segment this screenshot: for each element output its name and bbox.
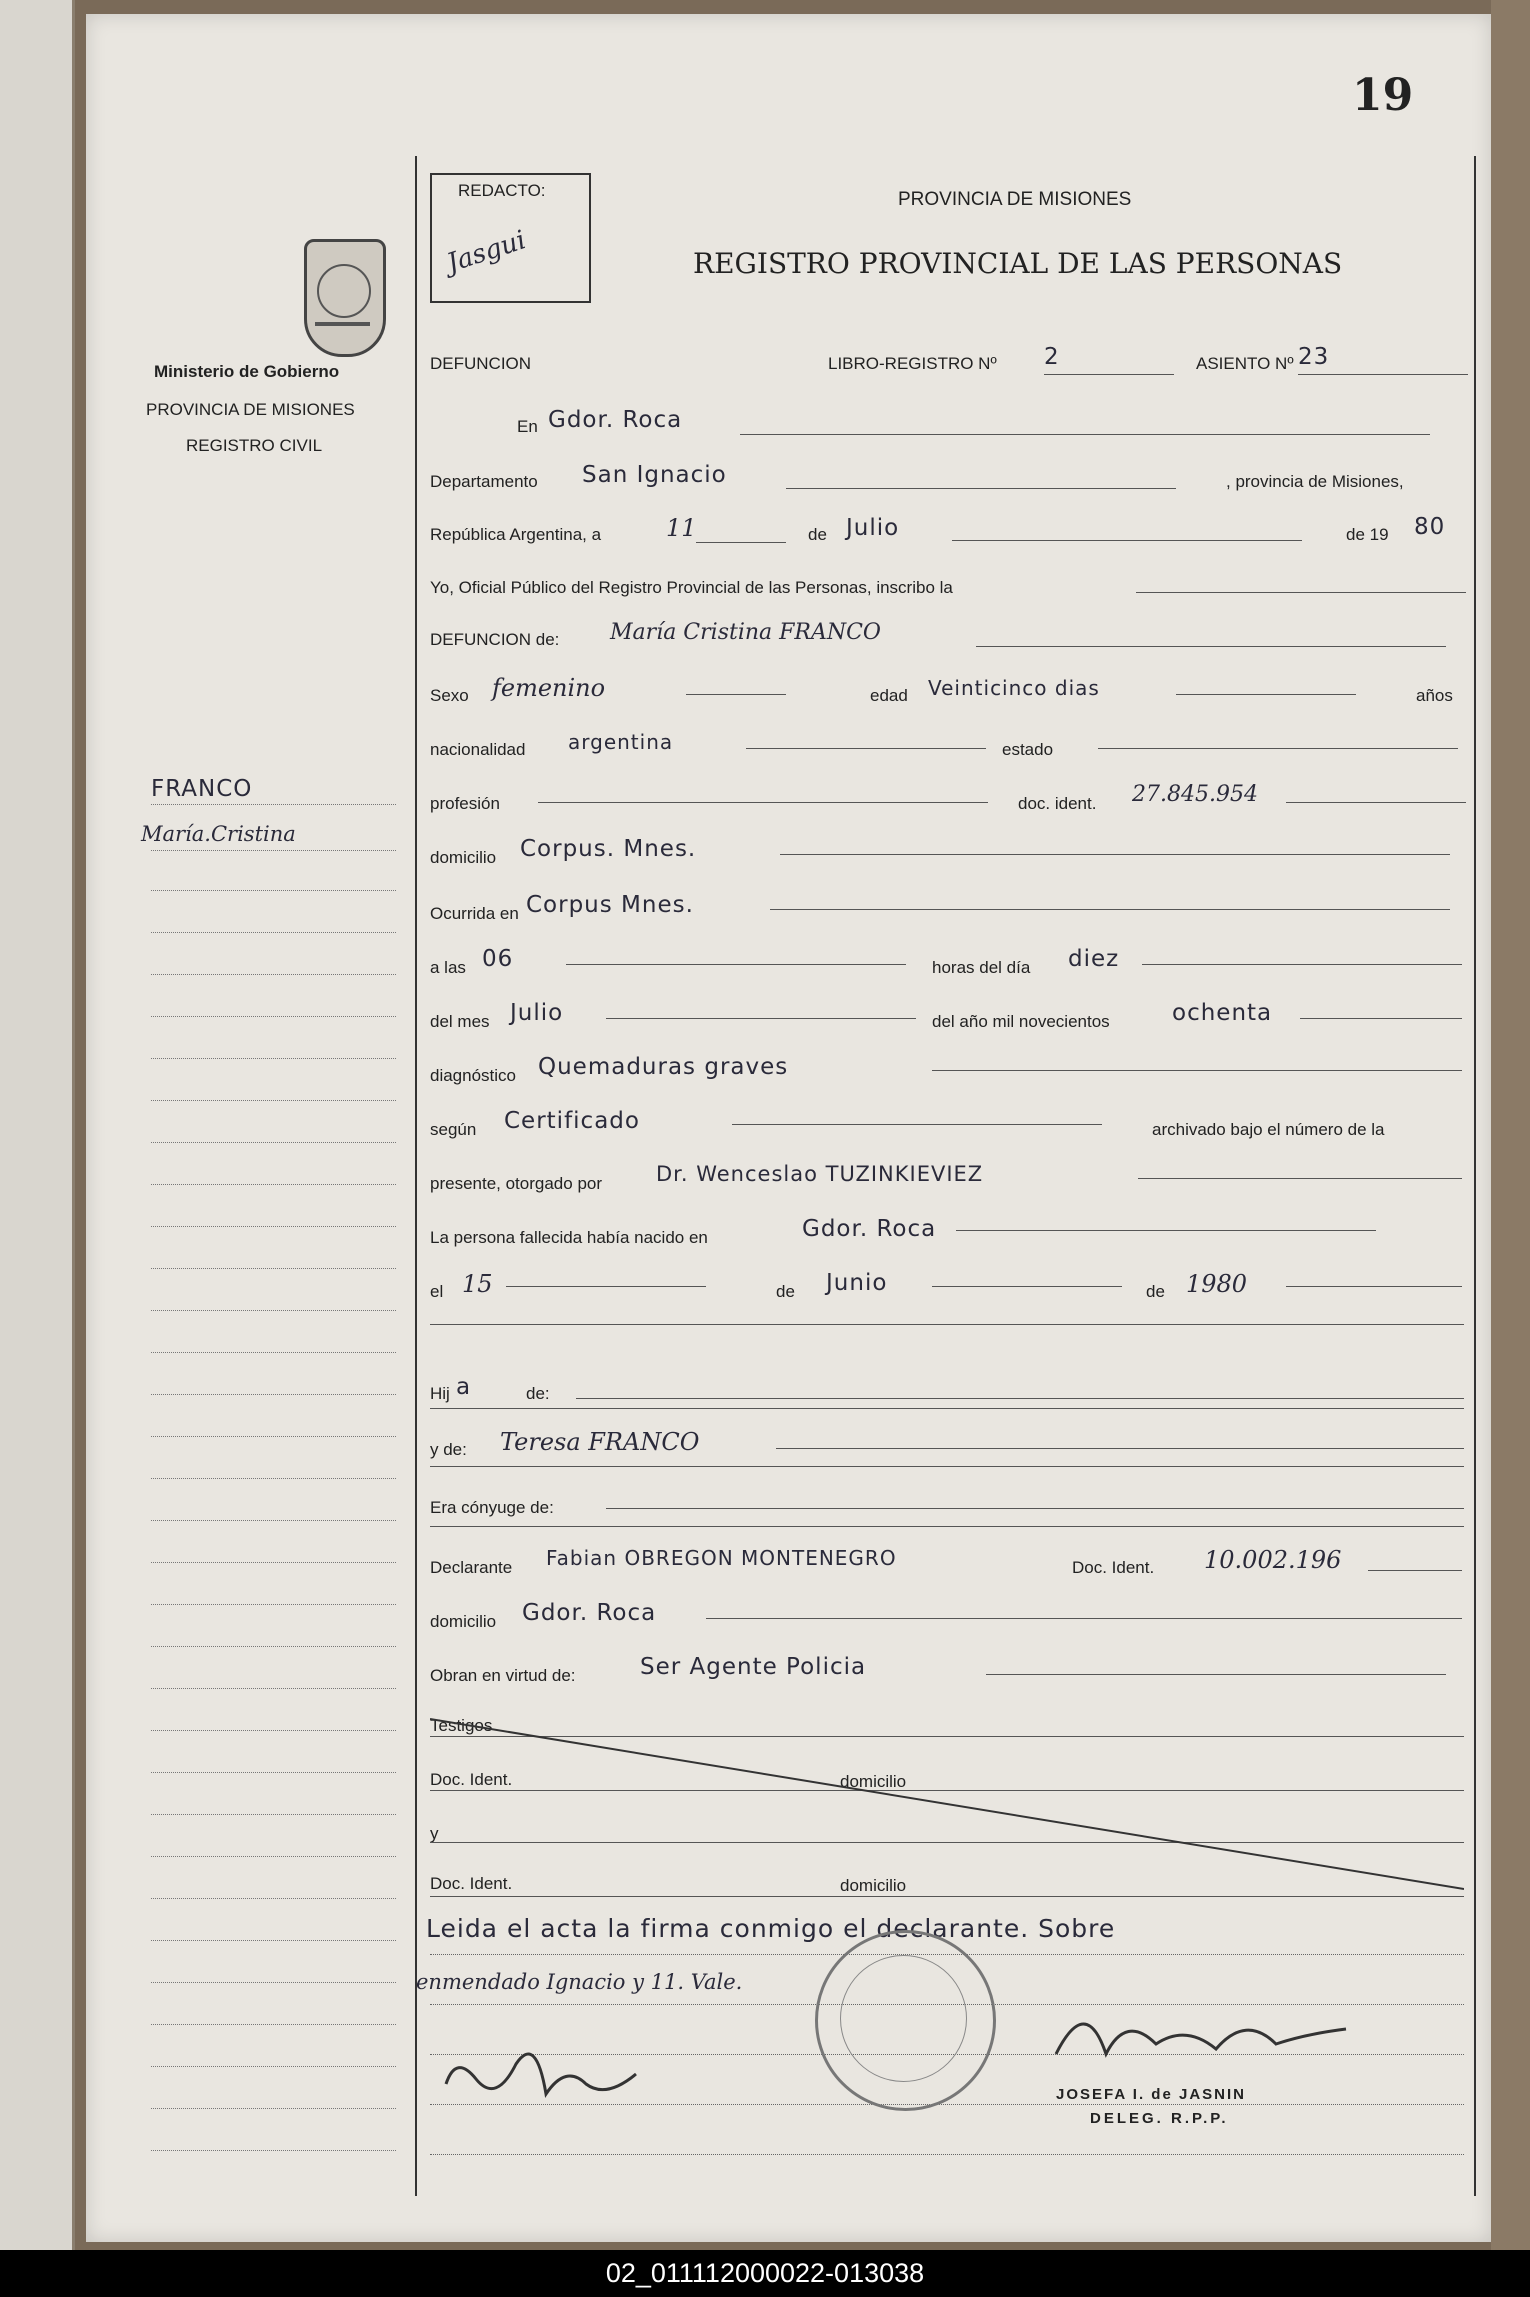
value-obran: Ser Agente Policia: [640, 1654, 867, 1680]
label-presente: presente, otorgado por: [430, 1174, 603, 1193]
label-hijo-de: de:: [526, 1384, 550, 1403]
coat-of-arms-seal: [304, 239, 386, 357]
declarante-signature: [436, 2024, 666, 2114]
label-yo: Yo, Oficial Público del Registro Provincial de las Personas, inscribo la: [430, 578, 953, 597]
label-domicilio-4: domicilio: [840, 1876, 907, 1895]
value-madre: Teresa FRANCO: [500, 1428, 700, 1456]
label-testigos: Testigos: [430, 1716, 493, 1735]
value-hijo-suffix: a: [456, 1374, 472, 1400]
label-hijo: Hij: [430, 1384, 450, 1403]
redacto-box: [430, 173, 591, 303]
value-mes2: Julio: [510, 1000, 564, 1026]
left-page-edge: [0, 0, 75, 2250]
label-archivado: archivado bajo el número de la: [1152, 1120, 1385, 1139]
value-segun: Certificado: [504, 1108, 640, 1134]
province-title: PROVINCIA DE MISIONES: [898, 189, 1132, 210]
label-y: y: [430, 1824, 439, 1843]
value-sexo: femenino: [492, 674, 606, 702]
value-declarante-doc: 10.002.196: [1204, 1546, 1342, 1574]
label-del-ano: del año mil novecientos: [932, 1012, 1110, 1031]
label-departamento: Departamento: [430, 472, 538, 491]
value-mes: Julio: [846, 515, 900, 541]
value-departamento: San Ignacio: [582, 462, 727, 488]
book-right-edge: [1491, 0, 1530, 2250]
value-dia: 11: [666, 514, 697, 542]
label-obran: Obran en virtud de:: [430, 1666, 576, 1685]
official-title: DELEG. R.P.P.: [1090, 2110, 1229, 2127]
label-libro: LIBRO-REGISTRO Nº: [828, 354, 997, 373]
value-libro: 2: [1044, 344, 1060, 370]
value-declarante: Fabian OBREGON MONTENEGRO: [546, 1546, 897, 1570]
label-domicilio: domicilio: [430, 848, 497, 867]
value-edad: Veinticinco dias: [928, 676, 1100, 700]
province-label: PROVINCIA DE MISIONES: [146, 400, 355, 419]
label-de-2: de: [776, 1282, 795, 1301]
label-asiento: ASIENTO Nº: [1196, 354, 1294, 373]
value-ano-texto: ochenta: [1172, 1000, 1273, 1026]
label-de-19: de 19: [1346, 525, 1389, 544]
image-footer-code: 02_011112000022-013038: [0, 2250, 1530, 2297]
value-nac-ano: 1980: [1186, 1270, 1248, 1298]
label-diagnostico: diagnóstico: [430, 1066, 517, 1085]
value-domicilio: Corpus. Mnes.: [520, 836, 697, 862]
value-asiento: 23: [1298, 344, 1330, 370]
value-nacido-en: Gdor. Roca: [802, 1216, 937, 1242]
value-nac-dia: 15: [462, 1270, 493, 1298]
label-anos: años: [1416, 686, 1453, 705]
label-defuncion: DEFUNCION: [430, 354, 532, 373]
label-segun: según: [430, 1120, 477, 1139]
official-stamp-inner: [840, 1955, 967, 2082]
label-del-mes: del mes: [430, 1012, 490, 1031]
official-name: JOSEFA I. de JASNIN: [1056, 2086, 1246, 2103]
label-y-de: y de:: [430, 1440, 467, 1459]
registry-title: REGISTRO PROVINCIAL DE LAS PERSONAS: [693, 247, 1343, 280]
label-ocurrida: Ocurrida en: [430, 904, 519, 923]
margin-given-name: María.Cristina: [141, 822, 296, 846]
page-number: 19: [1352, 70, 1414, 121]
note-line-2: enmendado Ignacio y 11. Vale.: [416, 1970, 743, 1994]
value-diagnostico: Quemaduras graves: [538, 1054, 789, 1080]
label-doc-ident-3: Doc. Ident.: [430, 1770, 513, 1789]
label-de: de: [808, 525, 827, 544]
value-nombre: María Cristina FRANCO: [610, 620, 881, 645]
record-page: [86, 14, 1491, 2242]
label-conyuge: Era cónyuge de:: [430, 1498, 554, 1517]
redacto-signature: Jasgui: [443, 225, 530, 279]
note-line-1: Leida el acta la firma conmigo el declarante. Sobre: [426, 1914, 1116, 1943]
label-el: el: [430, 1282, 444, 1301]
label-declarante: Declarante: [430, 1558, 513, 1577]
label-domicilio-2: domicilio: [430, 1612, 497, 1631]
label-doc-ident: doc. ident.: [1018, 794, 1097, 813]
value-hora: 06: [482, 946, 514, 972]
label-a-las: a las: [430, 958, 466, 977]
value-ano: 80: [1414, 514, 1446, 540]
right-border-line: [1474, 156, 1476, 2196]
label-en: En: [517, 417, 538, 436]
value-lugar: Gdor. Roca: [548, 407, 683, 433]
label-sexo: Sexo: [430, 686, 469, 705]
ministry-label: Ministerio de Gobierno: [154, 362, 340, 381]
value-declarante-domicilio: Gdor. Roca: [522, 1600, 657, 1626]
label-profesion: profesión: [430, 794, 500, 813]
label-provincia: , provincia de Misiones,: [1226, 472, 1404, 491]
label-estado: estado: [1002, 740, 1054, 759]
label-edad: edad: [870, 686, 908, 705]
office-label: REGISTRO CIVIL: [186, 436, 323, 455]
label-domicilio-3: domicilio: [840, 1772, 907, 1791]
left-border-line: [415, 156, 417, 2196]
margin-surname: FRANCO: [151, 776, 253, 802]
value-medico: Dr. Wenceslao TUZINKIEVIEZ: [656, 1162, 984, 1186]
testigos-strike-line: [430, 1694, 1464, 1894]
redacto-label: REDACTO:: [458, 181, 546, 200]
value-ocurrida: Corpus Mnes.: [526, 892, 694, 918]
label-doc-ident-4: Doc. Ident.: [430, 1874, 513, 1893]
label-republica: República Argentina, a: [430, 525, 602, 544]
label-nacionalidad: nacionalidad: [430, 740, 526, 759]
label-horas: horas del día: [932, 958, 1031, 977]
value-nacionalidad: argentina: [568, 730, 674, 754]
label-de-3: de: [1146, 1282, 1165, 1301]
value-nac-mes: Junio: [826, 1270, 888, 1296]
value-dia-texto: diez: [1068, 946, 1120, 972]
official-signature: [1046, 1994, 1366, 2074]
label-declarante-doc: Doc. Ident.: [1072, 1558, 1155, 1577]
label-nacido: La persona fallecida había nacido en: [430, 1228, 708, 1247]
label-defuncion-de: DEFUNCION de:: [430, 630, 560, 649]
value-doc: 27.845.954: [1132, 782, 1258, 807]
